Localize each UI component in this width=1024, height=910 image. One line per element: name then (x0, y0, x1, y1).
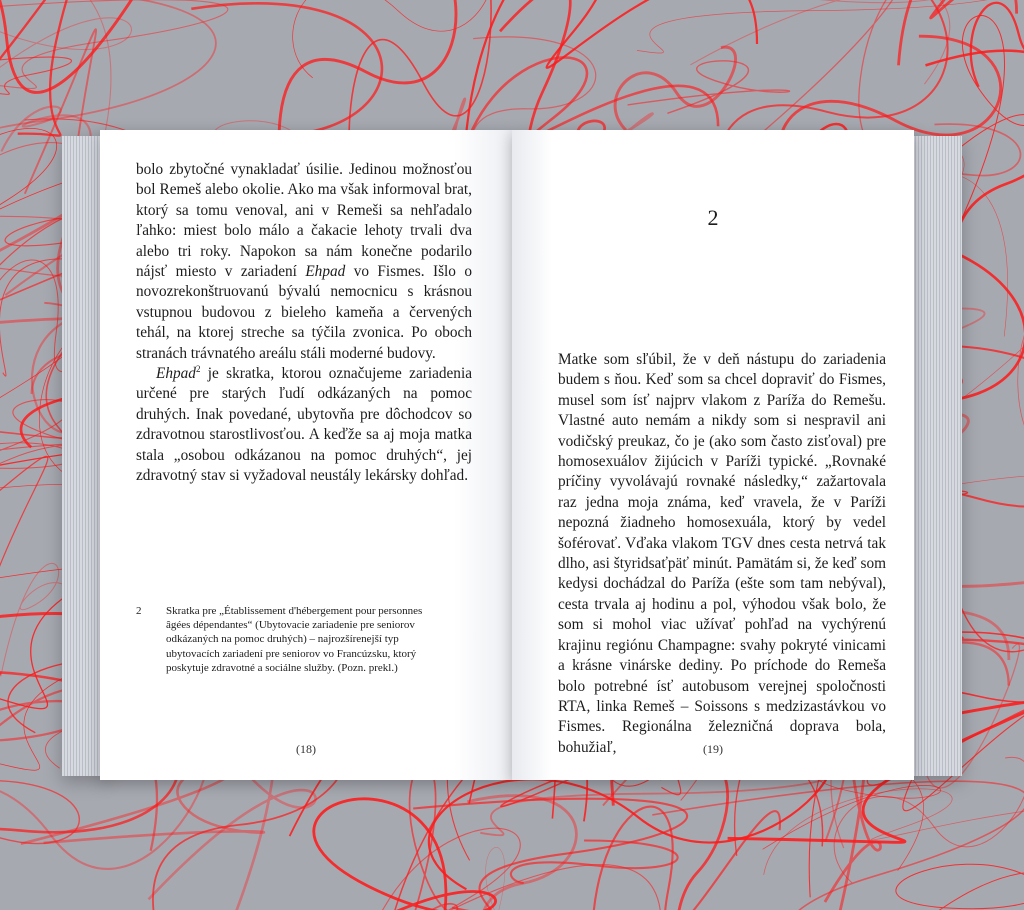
footnote (136, 604, 446, 675)
right-paragraph-1: Matke som sľúbil, že v deň nástupu do zariadenia budem s ňou. Keď som sa chcel dopraviť do Fismes, musel som ísť najprv vlakom z Paríža do Remešu. Vlastné auto nemám a nikdy som si nespravil ani vodičský preukaz, čo je (ako som často zisťoval) pre homosexuálov žijúcich v Paríži typické. „Rovnaké príčiny vyvolávajú rovnaké následky,“ zažartovala raz jedna moja známa, keď vravela, že v Paríži nepozná žiadneho homosexuála, ktorý by vedel šoférovať. Vďaka vlakom TGV dnes cesta netrvá tak dlho, asi štyridsaťpäť minút. Pamätám si, že keď som kedysi dochádzal do Paríža (ešte som tam nebýval), cesta trvala aj hodinu a pol, výhodou však bolo, že som si mohol viac užívať pohľad na vychýrenú krajinu regiónu Champagne: svahy pokryté vinicami a krásne vinárske dediny. Po príchode do Remeša bolo potrebné ísť autobusom verejnej spoločnosti RTA, linka Remeš – Soissons s medzizastávkou vo Fismes. Regionálna železničná doprava bola, bohužiaľ, (558, 351, 886, 756)
footnote-ref: 2 (195, 363, 201, 374)
scribble-stroke (764, 789, 1024, 875)
scribble-stroke (511, 840, 678, 883)
ehpad-term: Ehpad (305, 263, 346, 281)
scribble-stroke (628, 61, 790, 113)
scribble-stroke (832, 864, 1024, 910)
left-page (100, 130, 512, 780)
right-page-body (558, 350, 886, 758)
scribble-stroke (592, 807, 780, 910)
footnote-number: 2 (136, 605, 142, 617)
ehpad-term: Ehpad (156, 365, 196, 383)
left-page-body (136, 160, 472, 487)
scribble-stroke (630, 0, 1021, 53)
page-number-left: (18) (296, 742, 316, 756)
left-paragraph-1: bolo zbytočné vynakladať úsilie. Jedinou možnosťou bol Remeš alebo okolie. Ako ma však informoval brat, ktorý sa tomu venoval, ani v Remeši sa nehľadalo ľahko: miest bolo málo a čakacie lehoty trvali dva alebo tri roky. Napokon sa nám konečne podarilo nájsť miesto v zariadení Ehpad vo Fismes. Išlo o novozrekonštruovanú bývalú nemocnicu s krásnou vstupnou budovou z bieleho kameňa a červených tehál, na ktorej streche sa týčila zvonica. Po oboch stranách trávnatého areálu stáli moderné budovy. (136, 161, 473, 362)
right-page (512, 130, 914, 780)
footnote-text: Skratka pre „Établissement d'hébergement pour personnes âgées dépendantes“ (Ubytovacie zariadenie pre seniorov odkázaných na pomoc druhých) – najrozšírenejší typ ubytovacích zariadení pre seniorov vo Francúzsku, ktorý poskytuje zdravotné a sociálne služby. (Pozn. prekl.) (166, 605, 423, 674)
book-page-edges-right (910, 136, 962, 776)
left-paragraph-2: Ehpad$^2$ je skratka, ktorou označujeme zariadenia určené pre starých ľudí odkázaných na pomoc druhých. Inak povedané, ubytovňa pre dôchodcov so zdravotnou starostlivosťou. A keďže sa aj moja matka stala „osobou odkázanou na pomoc druhých“, jej zdravotný stav si vyžadoval neustály lekársky dohľad. (136, 363, 472, 485)
scribble-stroke (228, 799, 496, 910)
page-number-right: (19) (703, 742, 723, 756)
scribble-stroke (370, 764, 458, 910)
chapter-number: 2 (707, 205, 719, 230)
scribble-stroke (690, 0, 951, 84)
scribble-stroke (0, 456, 48, 675)
